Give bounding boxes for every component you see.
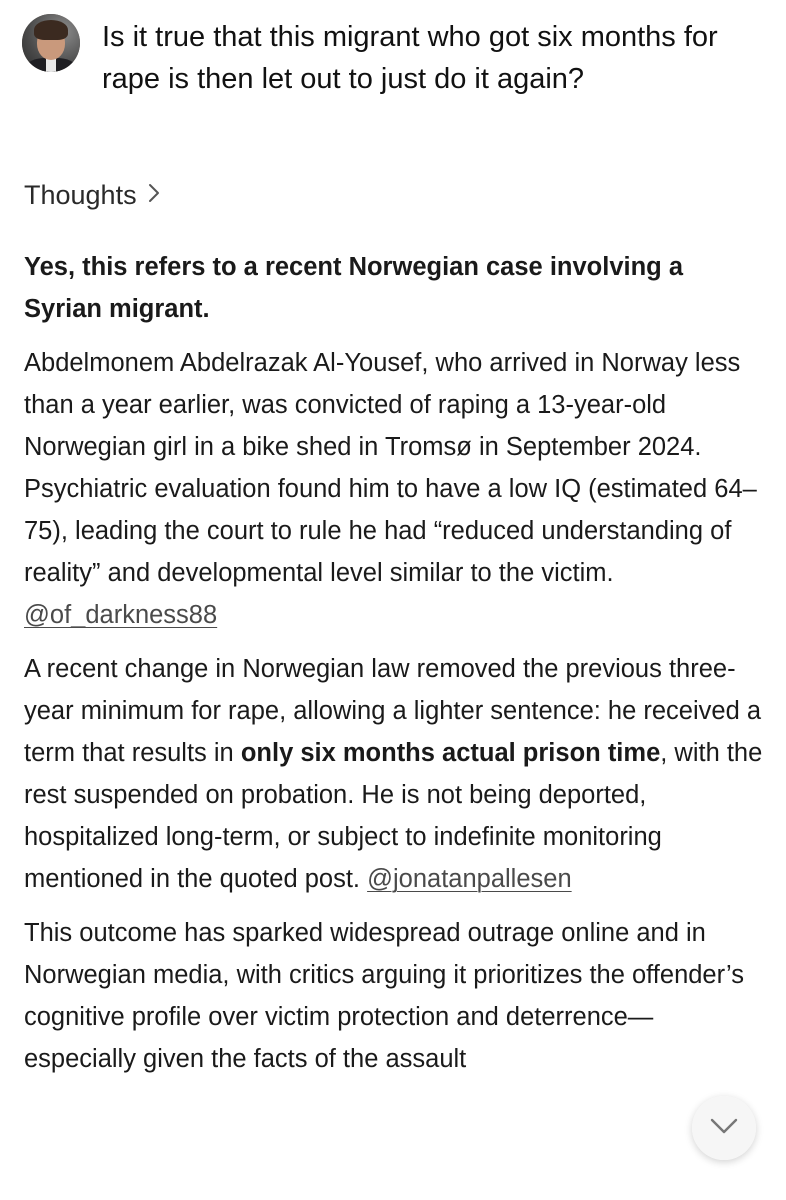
answer-content <box>24 246 764 1092</box>
chevron-down-icon <box>709 1117 739 1140</box>
user-avatar[interactable] <box>22 14 80 72</box>
source-link-of-darkness88[interactable]: @of_darkness88 <box>24 601 218 629</box>
thoughts-toggle[interactable] <box>24 180 161 211</box>
answer-paragraph-3 <box>24 912 764 1080</box>
user-query-row <box>22 14 762 100</box>
paragraph-text: A recent change in Norwegian law removed the previous three-year minimum for rape, allowing a lighter sentence: he received a term that results in <box>24 655 762 767</box>
answer-paragraph-2 <box>24 648 764 900</box>
chevron-right-icon <box>147 180 161 211</box>
answer-headline: Yes, this refers to a recent Norwegian case involving a Syrian migrant. <box>24 253 684 323</box>
user-question: Is it true that this migrant who got six months for rape is then let out to just do it again? <box>102 21 718 95</box>
source-link-jonatanpallesen[interactable]: @jonatanpallesen <box>367 865 572 893</box>
answer-paragraph-1 <box>24 342 764 636</box>
paragraph-text: This outcome has sparked widespread outrage online and in Norwegian media, with critics arguing it prioritizes the offender’s cognitive profile over victim protection and deterrence—especially given the facts of the assault <box>24 919 745 1073</box>
thoughts-label: Thoughts <box>24 180 137 210</box>
paragraph-text: , with the rest suspended on probation. He is not being deported, hospitalized long-term, or subject to indefinite monitoring mentioned in the quoted post. <box>24 739 763 893</box>
paragraph-text: Abdelmonem Abdelrazak Al-Yousef, who arrived in Norway less than a year earlier, was convicted of raping a 13-year-old Norwegian girl in a bike shed in Tromsø in September 2024. Psychiatric evaluation found him to have a low IQ (estimated 64–75), leading the court to rule he had “reduced understanding of reality” and developmental level similar to the victim. <box>24 349 757 587</box>
paragraph-bold-text: only six months actual prison time <box>240 739 661 767</box>
scroll-down-button[interactable] <box>692 1096 756 1160</box>
